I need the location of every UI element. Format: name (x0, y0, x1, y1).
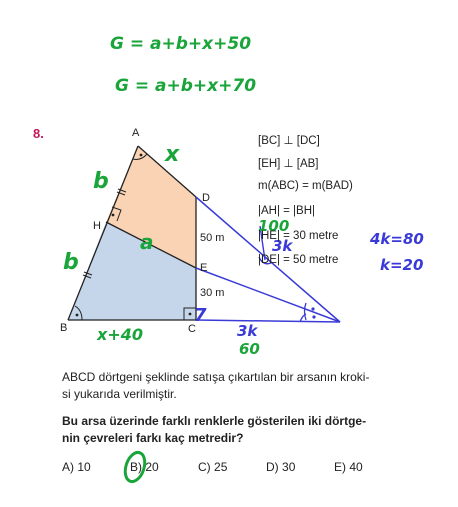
given-line-2: [EH] ⊥ [AB] (258, 158, 319, 170)
option-d-letter: D) (266, 460, 279, 474)
option-c[interactable] (198, 460, 227, 474)
option-c-letter: C) (198, 460, 211, 474)
problem-text-line-1: ABCD dörtgeni şeklinde satışa çıkartılan bir arsanın kroki- (62, 370, 370, 384)
option-a-value: 10 (77, 460, 91, 474)
question-line-1: Bu arsa üzerinde farklı renklerle gösterilen iki dörtge- (62, 414, 367, 428)
option-e[interactable] (334, 460, 363, 474)
given-line-6: |DE| = 50 metre (258, 254, 339, 266)
option-e-letter: E) (334, 460, 346, 474)
given-line-5: |HE| = 30 metre (258, 230, 339, 242)
handwritten-b-left: b (63, 250, 79, 275)
point-e-label: E (200, 262, 208, 274)
handwritten-equation-1: G = a+b+x+50 (110, 34, 252, 54)
option-b-letter: B) (130, 460, 142, 474)
option-a-letter: A) (62, 460, 74, 474)
option-e-value: 40 (349, 460, 363, 474)
handwritten-k-20: k=20 (380, 256, 424, 274)
handwritten-x-plus-40: x+40 (97, 325, 143, 344)
handwritten-60: 60 (239, 340, 260, 358)
handwritten-100: 100 (258, 217, 290, 235)
segment-ec-length: 30 m (200, 287, 225, 299)
answer-circle-mark (117, 446, 157, 486)
point-b-label: B (60, 322, 68, 334)
option-c-value: 25 (214, 460, 228, 474)
option-a[interactable] (62, 460, 91, 474)
question-line-2: nin çevreleri farkı kaç metredir? (62, 431, 244, 445)
option-d[interactable] (266, 460, 295, 474)
option-d-value: 30 (282, 460, 296, 474)
given-line-4: |AH| = |BH| (258, 205, 316, 217)
handwritten-4k-80: 4k=80 (370, 230, 424, 248)
point-a-label: A (132, 127, 140, 139)
handwritten-3k-a: 3k (272, 237, 293, 255)
handwritten-a-mid: a (140, 230, 154, 254)
point-c-label: C (188, 323, 196, 335)
handwritten-x-top: x (165, 142, 180, 167)
handwritten-b-top: b (93, 169, 109, 194)
point-h-label: H (93, 220, 101, 232)
given-line-3: m(ABC) = m(BAD) (258, 180, 353, 192)
segment-de-length: 50 m (200, 232, 225, 244)
option-b-value: 20 (145, 460, 159, 474)
handwritten-3k-b: 3k (237, 322, 258, 340)
question-number: 8. (33, 126, 44, 141)
handwritten-seven: 7 (194, 305, 207, 326)
handwritten-equation-2: G = a+b+x+70 (115, 76, 257, 96)
problem-text-line-2: si yukarıda verilmiştir. (62, 387, 177, 401)
point-d-label: D (202, 192, 210, 204)
given-line-1: [BC] ⊥ [DC] (258, 135, 320, 147)
